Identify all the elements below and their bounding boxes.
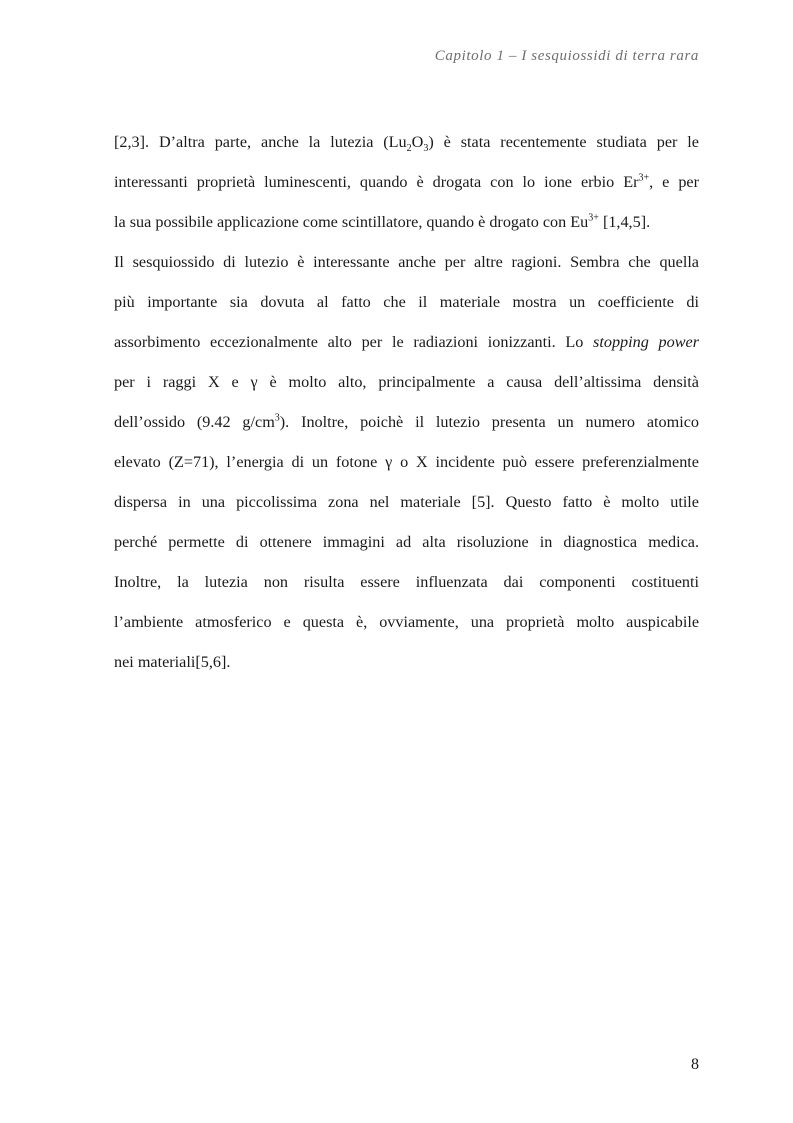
text-line: Il sesquiossido di lutezio è interessante anche per altre ragioni. Sembra che quella	[114, 253, 699, 271]
text-line: nei materiali[5,6].	[114, 653, 231, 671]
text-line: interessanti proprietà luminescenti, quando è drogata con lo ione erbio $Er^{3+}$, e per	[114, 172, 699, 191]
text-line: elevato (Z=71), l’energia di un fotone γ o X incidente può essere preferenzialmente	[114, 453, 699, 471]
text-line: dispersa in una piccolissima zona nel materiale [5]. Questo fatto è molto utile	[114, 493, 699, 511]
text-line: per i raggi X e γ è molto alto, principalmente a causa dell’altissima densità	[114, 373, 699, 391]
term-stopping-power: stopping power	[593, 333, 699, 351]
text-line: la sua possibile applicazione come scintillatore, quando è drogato con $Eu^{3+}$ [1,4,5].	[114, 212, 651, 231]
text-line: dell’ossido (9.42 $g/cm^3$). Inoltre, poichè il lutezio presenta un numero atomico	[114, 412, 699, 431]
body-paragraph	[114, 122, 699, 682]
text-line: Inoltre, la lutezia non risulta essere influenzata dai componenti costituenti	[114, 573, 699, 591]
text-line: più importante sia dovuta al fatto che il materiale mostra un coefficiente di	[114, 293, 699, 311]
running-header: Capitolo 1 – I sesquiossidi di terra rara	[434, 48, 699, 64]
text-line: l’ambiente atmosferico e questa è, ovviamente, una proprietà molto auspicabile	[114, 613, 699, 631]
text-line: [2,3]. D’altra parte, anche la lutezia $(Lu_2O_3)$ è stata recentemente studiata per le	[114, 133, 699, 155]
page-number: 8	[691, 1056, 699, 1073]
text-line: perché permette di ottenere immagini ad alta risoluzione in diagnostica medica.	[114, 533, 699, 551]
text-line: assorbimento eccezionalmente alto per le radiazioni ionizzanti. Lo stopping power	[114, 333, 699, 351]
